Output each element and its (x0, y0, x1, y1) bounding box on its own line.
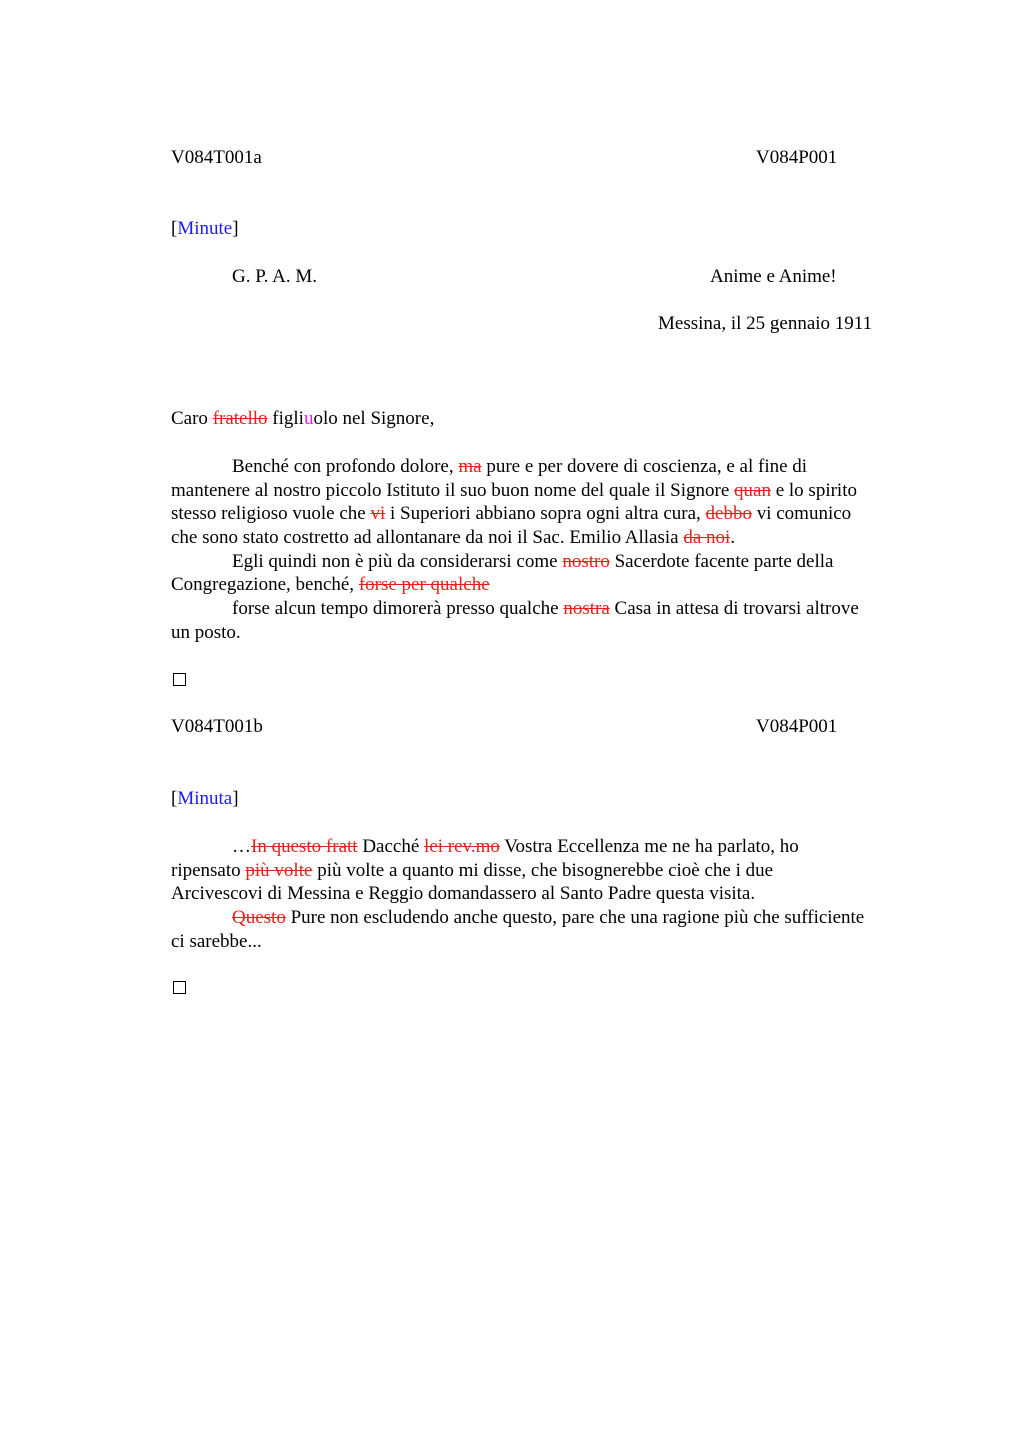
text-run: figli (267, 408, 304, 429)
body-line (171, 882, 931, 906)
body-line (171, 597, 931, 621)
body-line (171, 550, 931, 574)
bracket-close: ] (232, 788, 239, 809)
text-run: Benché con profondo dolore, (232, 456, 459, 477)
body-line (171, 835, 931, 859)
place-date: Messina, il 25 gennaio 1911 (658, 313, 873, 334)
doc-code-left: V084T001a (171, 147, 262, 168)
deleted-text: più volte (245, 859, 313, 881)
deleted-text: Questo (232, 907, 286, 929)
deleted-text: In questo fratt (251, 836, 358, 857)
doc-code-right-b (756, 716, 837, 738)
text-run: Egli quindi non è più da considerarsi come (232, 550, 563, 572)
salutation (171, 408, 434, 430)
text-run: mantenere al nostro piccolo Istituto il suo buon nome del quale il Signore (171, 479, 735, 501)
text-run: Vostra Eccellenza me ne ha parlato, ho (499, 836, 799, 857)
doc-code-a (171, 147, 262, 169)
text-run: forse alcun tempo dimorerà presso qualche (232, 598, 564, 620)
text-run: vi comunico (751, 503, 852, 525)
text-run: Pure non escludendo anche questo, pare che una ragione più che sufficiente (285, 907, 865, 929)
end-mark-a (173, 673, 186, 686)
doc-code-right: V084P001 (756, 147, 838, 168)
text-run: Caro (171, 408, 213, 429)
text-run: Casa in attesa di trovarsi altrove (609, 598, 859, 620)
deleted-text: nostra (563, 598, 610, 620)
body-line (171, 930, 931, 954)
text-run: i Superiori abbiano sopra ogni altra cura, (385, 503, 706, 525)
text-run: ripensato (171, 859, 246, 881)
deleted-text: da noi (683, 527, 731, 549)
text-run: e lo spirito (770, 479, 857, 501)
end-mark-b (173, 981, 186, 994)
deleted-text: nostro (562, 550, 610, 572)
bracket-close: ] (232, 218, 239, 239)
body-line (171, 502, 931, 526)
deleted-text: fratello (212, 408, 268, 429)
body-line (171, 479, 931, 503)
body-line (171, 526, 931, 550)
doc-code-b (171, 716, 263, 738)
text-run: olo nel Signore, (313, 408, 435, 429)
deleted-text: debbo (705, 503, 752, 525)
body-line (171, 621, 931, 645)
doc-code-left: V084T001b (171, 716, 263, 737)
inserted-letter: u (303, 408, 314, 429)
text-run: Dacché (357, 836, 425, 857)
letter-body-b (171, 835, 931, 953)
heading-right: Anime e Anime! (710, 266, 837, 287)
text-run: pure e per dovere di coscienza, e al fine di (481, 456, 808, 477)
body-line (171, 573, 931, 597)
heading-left: G. P. A. M. (232, 266, 317, 287)
body-line (171, 906, 931, 930)
section-label-b (171, 788, 239, 810)
deleted-text: vi (370, 503, 386, 525)
text-run: un posto. (171, 621, 241, 643)
text-run: Sacerdote facente parte della (609, 550, 834, 572)
text-run: più volte a quanto mi disse, che bisognerebbe cioè che i due (312, 859, 774, 881)
label-word: Minute (177, 218, 233, 239)
label-word: Minuta (177, 788, 233, 809)
letter-body-a (171, 455, 931, 645)
doc-code-right-a (756, 147, 837, 169)
text-run: stesso religioso vuole che (171, 503, 371, 525)
text-run: Congregazione, benché, (171, 574, 359, 596)
section-label-a (171, 218, 239, 240)
text-run: … (232, 836, 251, 857)
deleted-text: quan (734, 479, 771, 501)
deleted-text: lei rev.mo (424, 836, 500, 857)
doc-code-right: V084P001 (756, 716, 838, 737)
body-line (171, 859, 931, 883)
text-run: che sono stato costretto ad allontanare da noi il Sac. Emilio Allasia (171, 527, 684, 549)
text-run: . (730, 527, 736, 549)
body-line (171, 455, 931, 479)
text-run: Arcivescovi di Messina e Reggio domandassero al Santo Padre questa visita. (171, 883, 756, 905)
bracket-open: [ (171, 788, 178, 809)
deleted-text: ma (458, 456, 482, 477)
bracket-open: [ (171, 218, 178, 239)
text-run: ci sarebbe... (171, 930, 262, 952)
deleted-text: forse per qualche (358, 574, 490, 596)
